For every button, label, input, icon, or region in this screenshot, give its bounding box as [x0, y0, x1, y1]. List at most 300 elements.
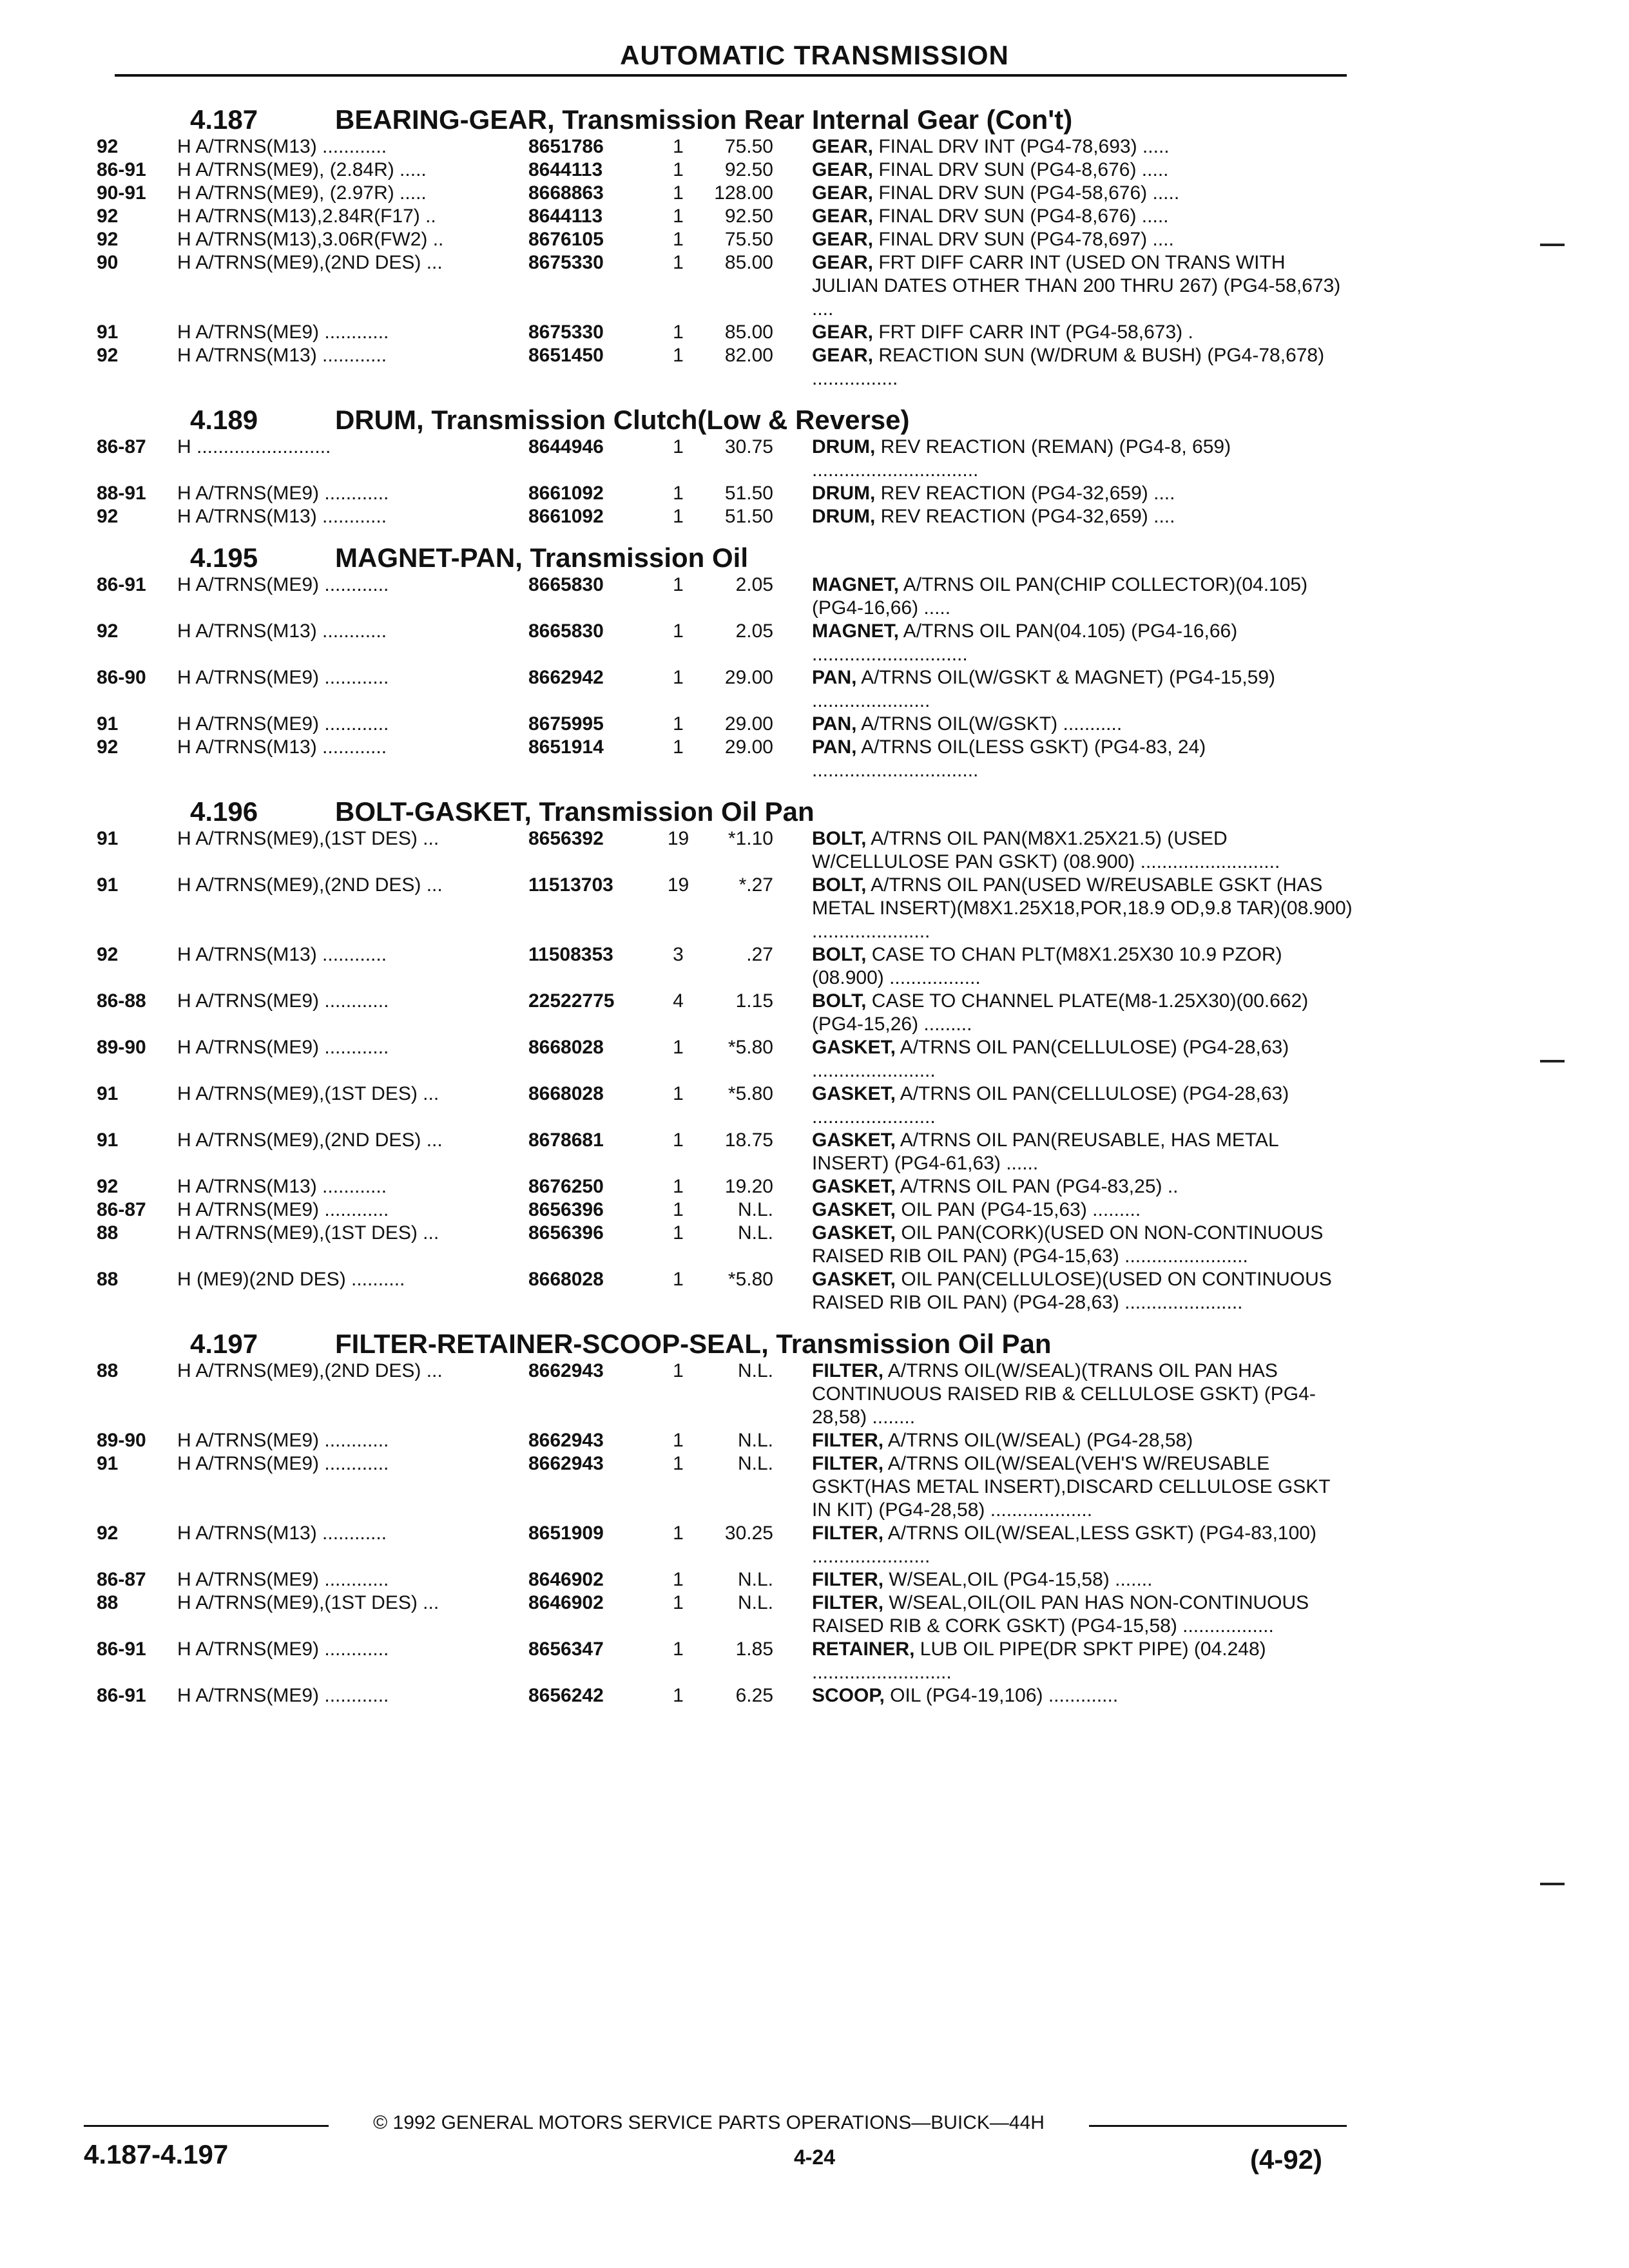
description-name: BOLT, — [812, 874, 867, 896]
model-years: 92 — [97, 736, 119, 758]
part-number: 8644946 — [528, 436, 604, 457]
catalog-section — [97, 535, 1353, 782]
description-text: A/TRNS OIL(W/SEAL(VEH'S W/REUSABLE GSKT(HAS METAL INSERT),DISCARD CELLULOSE GSKT IN KIT) (PG4-28,58) ................... — [812, 1453, 1331, 1521]
description — [812, 713, 1353, 736]
part-row — [97, 713, 1353, 736]
price: N.L. — [737, 1569, 773, 1590]
application: H A/TRNS(ME9) ............ — [177, 1685, 389, 1706]
description-name: GASKET, — [812, 1222, 896, 1244]
description-text: REV REACTION (PG4-32,659) .... — [875, 483, 1175, 504]
footer-copyright: © 1992 GENERAL MOTORS SERVICE PARTS OPERATIONS—BUICK—44H — [373, 2112, 1045, 2133]
quantity: 1 — [673, 1222, 684, 1244]
part-number: 8651450 — [528, 345, 604, 366]
model-years: 91 — [97, 828, 119, 849]
part-row — [97, 344, 1353, 390]
description-name: SCOOP, — [812, 1685, 885, 1706]
part-row — [97, 228, 1353, 251]
description — [812, 1522, 1353, 1568]
description-name: FILTER, — [812, 1430, 884, 1451]
margin-mark — [1540, 1883, 1565, 1885]
part-row — [97, 1684, 1353, 1707]
part-number: 8668028 — [528, 1269, 604, 1290]
application: H A/TRNS(ME9) ............ — [177, 667, 389, 688]
footer-page-number: 4-24 — [793, 2146, 836, 2169]
model-years: 91 — [97, 713, 119, 735]
application: H A/TRNS(M13) ............ — [177, 1523, 387, 1544]
description-name: FILTER, — [812, 1453, 884, 1474]
part-number: 8662943 — [528, 1430, 604, 1451]
description-text: FINAL DRV SUN (PG4-8,676) ..... — [873, 159, 1169, 180]
price: *5.80 — [728, 1083, 773, 1104]
section-number: 4.189 — [190, 405, 258, 435]
description-text: FINAL DRV SUN (PG4-78,697) .... — [873, 229, 1174, 250]
description — [812, 1429, 1353, 1452]
description — [812, 344, 1353, 390]
part-row — [97, 1591, 1353, 1638]
quantity: 1 — [673, 1453, 684, 1474]
model-years: 86-91 — [97, 159, 146, 180]
description-name: GASKET, — [812, 1083, 896, 1104]
application: H A/TRNS(ME9) ............ — [177, 990, 389, 1012]
section-number: 4.197 — [190, 1329, 258, 1359]
part-row — [97, 1522, 1353, 1568]
price: 75.50 — [724, 136, 773, 157]
description-text: CASE TO CHAN PLT(M8X1.25X30 10.9 PZOR)(08.900) ................. — [812, 944, 1282, 988]
application: H A/TRNS(ME9) ............ — [177, 574, 389, 595]
description — [812, 182, 1353, 205]
quantity: 1 — [673, 620, 684, 642]
quantity: 1 — [673, 206, 684, 227]
description-name: MAGNET, — [812, 574, 899, 595]
description-text: LUB OIL PIPE(DR SPKT PIPE) (04.248) .......................... — [812, 1639, 1266, 1683]
footer-date: (4-92) — [1250, 2144, 1323, 2175]
description-text: REACTION SUN (W/DRUM & BUSH) (PG4-78,678) ................ — [812, 345, 1325, 389]
part-row — [97, 943, 1353, 990]
part-row — [97, 620, 1353, 666]
model-years: 88 — [97, 1592, 119, 1613]
price: 92.50 — [724, 206, 773, 227]
part-number: 8646902 — [528, 1569, 604, 1590]
description-name: GEAR, — [812, 322, 874, 343]
section-heading — [97, 535, 1353, 573]
part-number: 8644113 — [528, 206, 603, 227]
description — [812, 205, 1353, 228]
part-row — [97, 990, 1353, 1036]
part-number: 8678681 — [528, 1129, 604, 1151]
model-years: 91 — [97, 874, 119, 896]
section-number: 4.196 — [190, 796, 258, 827]
part-row — [97, 827, 1353, 874]
application: H A/TRNS(M13) ............ — [177, 136, 387, 157]
model-years: 86-87 — [97, 1199, 146, 1220]
description — [812, 1268, 1353, 1314]
quantity: 3 — [673, 944, 684, 965]
description-text: FRT DIFF CARR INT (USED ON TRANS WITH JULIAN DATES OTHER THAN 200 THRU 267) (PG4-58,673) .... — [812, 252, 1341, 320]
model-years: 86-91 — [97, 574, 146, 595]
quantity: 1 — [673, 736, 684, 758]
price: 18.75 — [724, 1129, 773, 1151]
part-row — [97, 482, 1353, 505]
description-text: REV REACTION (REMAN) (PG4-8, 659) ............................... — [812, 436, 1231, 481]
description — [812, 943, 1353, 990]
model-years: 86-91 — [97, 1639, 146, 1660]
part-row — [97, 1429, 1353, 1452]
model-years: 90-91 — [97, 182, 146, 204]
description-name: GASKET, — [812, 1199, 896, 1220]
section-title: BOLT-GASKET, Transmission Oil Pan — [335, 796, 815, 827]
application: H A/TRNS(ME9) ............ — [177, 1569, 389, 1590]
description-text: A/TRNS OIL PAN(04.105) (PG4-16,66) ............................. — [812, 620, 1238, 665]
quantity: 1 — [673, 1176, 684, 1197]
description — [812, 1684, 1353, 1707]
part-number: 8662942 — [528, 667, 604, 688]
part-number: 8656396 — [528, 1199, 604, 1220]
description-text: A/TRNS OIL(W/SEAL,LESS GSKT) (PG4-83,100) ...................... — [812, 1523, 1316, 1567]
price: 30.75 — [724, 436, 773, 457]
part-row — [97, 1175, 1353, 1198]
description-text: FRT DIFF CARR INT (PG4-58,673) . — [873, 322, 1193, 343]
part-number: 8662943 — [528, 1360, 604, 1381]
description-name: PAN, — [812, 736, 857, 758]
quantity: 1 — [673, 322, 684, 343]
part-number: 8662943 — [528, 1453, 604, 1474]
part-row — [97, 1638, 1353, 1684]
footer-rule-right — [1089, 2125, 1347, 2127]
price: 51.50 — [724, 483, 773, 504]
part-row — [97, 251, 1353, 321]
description — [812, 736, 1353, 782]
quantity: 1 — [673, 1430, 684, 1451]
catalog-section — [97, 789, 1353, 1314]
application: H A/TRNS(M13) ............ — [177, 736, 387, 758]
part-row — [97, 1268, 1353, 1314]
section-heading — [97, 97, 1353, 135]
model-years: 91 — [97, 1083, 119, 1104]
model-years: 92 — [97, 506, 119, 527]
description-text: A/TRNS OIL PAN(M8X1.25X21.5) (USED W/CELLULOSE PAN GSKT) (08.900) .......................... — [812, 828, 1280, 872]
application: H A/TRNS(M13) ............ — [177, 345, 387, 366]
description — [812, 827, 1353, 874]
price: 29.00 — [724, 713, 773, 735]
application: H A/TRNS(M13),2.84R(F17) .. — [177, 206, 436, 227]
price: N.L. — [737, 1199, 773, 1220]
description-name: BOLT, — [812, 828, 867, 849]
section-heading — [97, 397, 1353, 436]
description — [812, 1198, 1353, 1222]
price: N.L. — [737, 1360, 773, 1381]
description — [812, 251, 1353, 321]
model-years: 92 — [97, 1523, 119, 1544]
description-text: A/TRNS OIL(LESS GSKT) (PG4-83, 24) ............................... — [812, 736, 1206, 781]
model-years: 88 — [97, 1360, 119, 1381]
part-row — [97, 1129, 1353, 1175]
application: H A/TRNS(ME9),(2ND DES) ... — [177, 1129, 443, 1151]
price: *.27 — [738, 874, 773, 896]
description-text: FINAL DRV INT (PG4-78,693) ..... — [873, 136, 1170, 157]
model-years: 92 — [97, 229, 119, 250]
description-name: PAN, — [812, 713, 857, 735]
part-row — [97, 159, 1353, 182]
part-number: 8644113 — [528, 159, 603, 180]
description-text: W/SEAL,OIL (PG4-15,58) ....... — [883, 1569, 1153, 1590]
description-name: GEAR, — [812, 159, 874, 180]
quantity: 1 — [673, 1639, 684, 1660]
price: 85.00 — [724, 322, 773, 343]
description — [812, 1568, 1353, 1591]
price: 85.00 — [724, 252, 773, 273]
part-number: 8668028 — [528, 1083, 604, 1104]
quantity: 1 — [673, 436, 684, 457]
description — [812, 1082, 1353, 1129]
description-text: A/TRNS OIL(W/SEAL)(TRANS OIL PAN HAS CONTINUOUS RAISED RIB & CELLULOSE GSKT) (PG4-28,58) ........ — [812, 1360, 1316, 1428]
application: H ......................... — [177, 436, 331, 457]
model-years: 88 — [97, 1269, 119, 1290]
section-title: MAGNET-PAN, Transmission Oil — [335, 543, 748, 573]
price: 6.25 — [735, 1685, 773, 1706]
application: H A/TRNS(ME9),(2ND DES) ... — [177, 252, 443, 273]
application: H A/TRNS(M13) ............ — [177, 506, 387, 527]
catalog-section — [97, 97, 1353, 390]
model-years: 92 — [97, 944, 119, 965]
section-number: 4.195 — [190, 543, 258, 573]
price: 92.50 — [724, 159, 773, 180]
description-text: A/TRNS OIL(W/GSKT & MAGNET) (PG4-15,59) ...................... — [812, 667, 1276, 711]
model-years: 92 — [97, 1176, 119, 1197]
description — [812, 505, 1353, 528]
part-number: 8661092 — [528, 483, 604, 504]
description-text: FINAL DRV SUN (PG4-8,676) ..... — [873, 206, 1169, 227]
model-years: 91 — [97, 1453, 119, 1474]
model-years: 86-91 — [97, 1685, 146, 1706]
quantity: 1 — [673, 506, 684, 527]
description-text: FINAL DRV SUN (PG4-58,676) ..... — [873, 182, 1180, 204]
part-number: 8651786 — [528, 136, 604, 157]
quantity: 1 — [673, 1360, 684, 1381]
model-years: 92 — [97, 206, 119, 227]
description-name: GEAR, — [812, 182, 874, 204]
description-text: REV REACTION (PG4-32,659) .... — [875, 506, 1175, 527]
price: N.L. — [737, 1430, 773, 1451]
section-title: DRUM, Transmission Clutch(Low & Reverse) — [335, 405, 910, 435]
part-number: 8656396 — [528, 1222, 604, 1244]
description-text: OIL (PG4-19,106) ............. — [884, 1685, 1119, 1706]
price: N.L. — [737, 1453, 773, 1474]
application: H A/TRNS(ME9) ............ — [177, 1453, 389, 1474]
quantity: 1 — [673, 1569, 684, 1590]
description-name: RETAINER, — [812, 1639, 915, 1660]
part-number: 8675995 — [528, 713, 604, 735]
description — [812, 436, 1353, 482]
header-rule — [115, 74, 1347, 77]
description — [812, 321, 1353, 344]
model-years: 91 — [97, 1129, 119, 1151]
application: H A/TRNS(M13) ............ — [177, 620, 387, 642]
margin-mark — [1540, 1060, 1565, 1062]
description — [812, 666, 1353, 713]
application: H A/TRNS(ME9),(1ST DES) ... — [177, 1222, 439, 1244]
price: .27 — [746, 944, 773, 965]
part-number: 8675330 — [528, 252, 604, 273]
application: H (ME9)(2ND DES) .......... — [177, 1269, 405, 1290]
application: H A/TRNS(ME9) ............ — [177, 713, 389, 735]
description — [812, 1452, 1353, 1522]
quantity: 1 — [673, 136, 684, 157]
description-name: GASKET, — [812, 1176, 896, 1197]
description — [812, 1175, 1353, 1198]
price: 2.05 — [735, 620, 773, 642]
description-name: GEAR, — [812, 136, 874, 157]
quantity: 1 — [673, 1592, 684, 1613]
description — [812, 1129, 1353, 1175]
part-row — [97, 666, 1353, 713]
quantity: 1 — [673, 1037, 684, 1058]
section-heading — [97, 789, 1353, 827]
model-years: 86-87 — [97, 436, 146, 457]
description-name: GEAR, — [812, 206, 874, 227]
description-text: W/SEAL,OIL(OIL PAN HAS NON-CONTINUOUS RAISED RIB & CORK GSKT) (PG4-15,58) ................. — [812, 1592, 1309, 1637]
price: 128.00 — [714, 182, 773, 204]
quantity: 1 — [673, 1083, 684, 1104]
part-row — [97, 573, 1353, 620]
application: H A/TRNS(ME9) ............ — [177, 483, 389, 504]
price: 51.50 — [724, 506, 773, 527]
price: 2.05 — [735, 574, 773, 595]
model-years: 88-91 — [97, 483, 146, 504]
quantity: 1 — [673, 182, 684, 204]
quantity: 1 — [673, 252, 684, 273]
description-name: BOLT, — [812, 944, 867, 965]
footer-rule-left — [84, 2125, 329, 2127]
part-number: 8668028 — [528, 1037, 604, 1058]
description-text: A/TRNS OIL PAN(CELLULOSE) (PG4-28,63) ....................... — [812, 1037, 1289, 1081]
description-name: DRUM, — [812, 436, 876, 457]
section-heading — [97, 1321, 1353, 1360]
part-number: 8676105 — [528, 229, 604, 250]
application: H A/TRNS(M13),3.06R(FW2) .. — [177, 229, 444, 250]
description-name: BOLT, — [812, 990, 867, 1012]
part-row — [97, 205, 1353, 228]
part-number: 8668863 — [528, 182, 604, 204]
price: N.L. — [737, 1592, 773, 1613]
price: *5.80 — [728, 1037, 773, 1058]
description — [812, 159, 1353, 182]
description — [812, 135, 1353, 159]
quantity: 4 — [673, 990, 684, 1012]
description-name: GEAR, — [812, 345, 874, 366]
quantity: 1 — [673, 1129, 684, 1151]
description — [812, 1036, 1353, 1082]
model-years: 86-90 — [97, 667, 146, 688]
part-row — [97, 1360, 1353, 1429]
section-title: BEARING-GEAR, Transmission Rear Internal Gear (Con't) — [335, 104, 1073, 135]
description — [812, 874, 1353, 943]
part-number: 8656392 — [528, 828, 604, 849]
description-name: FILTER, — [812, 1523, 884, 1544]
section-title: FILTER-RETAINER-SCOOP-SEAL, Transmission Oil Pan — [335, 1329, 1052, 1359]
price: 1.15 — [735, 990, 773, 1012]
description-name: FILTER, — [812, 1360, 884, 1381]
model-years: 86-87 — [97, 1569, 146, 1590]
part-row — [97, 505, 1353, 528]
price: *5.80 — [728, 1269, 773, 1290]
model-years: 90 — [97, 252, 119, 273]
quantity: 1 — [673, 1199, 684, 1220]
application: H A/TRNS(M13) ............ — [177, 1176, 387, 1197]
price: 82.00 — [724, 345, 773, 366]
part-row — [97, 436, 1353, 482]
description-name: DRUM, — [812, 483, 876, 504]
quantity: 1 — [673, 229, 684, 250]
quantity: 1 — [673, 574, 684, 595]
quantity: 1 — [673, 1685, 684, 1706]
part-number: 8656347 — [528, 1639, 604, 1660]
application: H A/TRNS(ME9),(1ST DES) ... — [177, 828, 439, 849]
application: H A/TRNS(ME9), (2.84R) ..... — [177, 159, 427, 180]
application: H A/TRNS(ME9) ............ — [177, 1199, 389, 1220]
application: H A/TRNS(ME9),(1ST DES) ... — [177, 1083, 439, 1104]
margin-mark — [1540, 244, 1565, 246]
part-row — [97, 1568, 1353, 1591]
description-text: A/TRNS OIL PAN(CHIP COLLECTOR)(04.105) (PG4-16,66) ..... — [812, 574, 1308, 619]
application: H A/TRNS(ME9) ............ — [177, 322, 389, 343]
part-number: 8665830 — [528, 574, 604, 595]
description-text: A/TRNS OIL PAN(CELLULOSE) (PG4-28,63) ....................... — [812, 1083, 1289, 1128]
price: 29.00 — [724, 736, 773, 758]
parts-listing — [97, 90, 1353, 1707]
description-text: A/TRNS OIL PAN (PG4-83,25) .. — [896, 1176, 1179, 1197]
description-text: A/TRNS OIL(W/SEAL) (PG4-28,58) — [883, 1430, 1193, 1451]
part-row — [97, 1082, 1353, 1129]
description — [812, 573, 1353, 620]
description — [812, 1591, 1353, 1638]
price: *1.10 — [728, 828, 773, 849]
description-name: GASKET, — [812, 1269, 896, 1290]
quantity: 19 — [667, 828, 689, 849]
section-number: 4.187 — [190, 104, 258, 135]
part-number: 8651909 — [528, 1523, 604, 1544]
description-name: PAN, — [812, 667, 857, 688]
description-text: A/TRNS OIL(W/GSKT) ........... — [856, 713, 1123, 735]
model-years: 92 — [97, 136, 119, 157]
quantity: 1 — [673, 483, 684, 504]
quantity: 1 — [673, 345, 684, 366]
description — [812, 482, 1353, 505]
model-years: 89-90 — [97, 1037, 146, 1058]
description-text: CASE TO CHANNEL PLATE(M8-1.25X30)(00.662) (PG4-15,26) ......... — [812, 990, 1309, 1035]
description — [812, 1638, 1353, 1684]
quantity: 1 — [673, 159, 684, 180]
description-name: FILTER, — [812, 1592, 884, 1613]
model-years: 89-90 — [97, 1430, 146, 1451]
part-row — [97, 1198, 1353, 1222]
description — [812, 228, 1353, 251]
catalog-section — [97, 1321, 1353, 1707]
part-row — [97, 1036, 1353, 1082]
part-number: 8675330 — [528, 322, 604, 343]
application: H A/TRNS(ME9) ............ — [177, 1037, 389, 1058]
part-row — [97, 135, 1353, 159]
application: H A/TRNS(ME9),(2ND DES) ... — [177, 874, 443, 896]
price: 29.00 — [724, 667, 773, 688]
price: 1.85 — [735, 1639, 773, 1660]
description-name: FILTER, — [812, 1569, 884, 1590]
quantity: 1 — [673, 667, 684, 688]
price: 19.20 — [724, 1176, 773, 1197]
part-row — [97, 1452, 1353, 1522]
description-name: DRUM, — [812, 506, 876, 527]
part-row — [97, 321, 1353, 344]
model-years: 91 — [97, 322, 119, 343]
